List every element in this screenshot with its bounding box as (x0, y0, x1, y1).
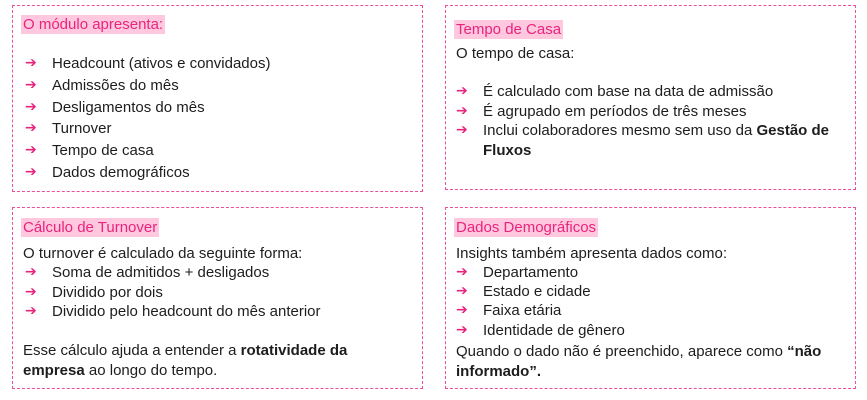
tempo-de-casa-card (445, 5, 856, 190)
card-title: Dados Demográficos (456, 219, 597, 236)
list-item: ➔ Dividido pelo headcount do mês anterior (25, 303, 321, 321)
card-intro: Insights também apresenta dados como: (456, 245, 727, 262)
arrow-right-icon: ➔ (456, 83, 468, 99)
arrow-right-icon: ➔ (25, 55, 37, 71)
list-item: ➔ Headcount (ativos e convidados) (25, 53, 270, 75)
list-item: ➔ Tempo de casa (25, 140, 270, 162)
arrow-right-icon: ➔ (456, 321, 468, 338)
card-closing-text: Quando o dado não é preenchido, aparece como “não informado”. (456, 343, 822, 380)
list-item: ➔ Soma de admitidos + desligados (25, 264, 270, 281)
arrow-right-icon: ➔ (25, 76, 37, 93)
arrow-right-icon: ➔ (25, 142, 37, 159)
list-item: ➔ Desligamentos do mês (25, 97, 270, 119)
list-item: ➔ Dividido por dois (25, 283, 163, 301)
card-title: Tempo de Casa (456, 21, 562, 38)
arrow-right-icon: ➔ (25, 264, 37, 280)
arrow-right-icon: ➔ (456, 283, 468, 300)
list-item: ➔ Identidade de gênero (456, 321, 625, 339)
list-item: ➔ Turnover (25, 118, 270, 140)
arrow-right-icon: ➔ (456, 264, 468, 280)
calculo-turnover-card (12, 207, 423, 389)
dados-demograficos-card (445, 207, 856, 389)
arrow-right-icon: ➔ (456, 102, 468, 119)
arrow-right-icon: ➔ (25, 303, 37, 320)
list-item: ➔ É agrupado em períodos de três meses (456, 102, 747, 120)
data-list (456, 263, 625, 340)
list-item: ➔ Dados demográficos (25, 162, 270, 184)
arrow-right-icon: ➔ (25, 283, 37, 300)
list-item: ➔ Departamento (456, 264, 579, 281)
card-intro: O tempo de casa: (456, 45, 575, 62)
arrow-right-icon: ➔ (456, 302, 468, 319)
card-closing-text: Esse cálculo ajuda a entender a rotatividade da empresa ao longo do tempo. (23, 342, 348, 379)
card-title: O módulo apresenta: (23, 16, 164, 33)
arrow-right-icon: ➔ (456, 122, 468, 138)
card-intro: O turnover é calculado da seguinte forma: (23, 245, 303, 262)
feature-list (25, 53, 270, 184)
list-item: ➔ Estado e cidade (456, 283, 591, 301)
list-item: ➔ Admissões do mês (25, 75, 270, 97)
arrow-right-icon: ➔ (25, 98, 37, 115)
arrow-right-icon: ➔ (25, 163, 37, 180)
modulo-card (12, 5, 423, 192)
info-list (456, 82, 836, 160)
steps-list (25, 263, 321, 322)
arrow-right-icon: ➔ (25, 120, 37, 137)
list-item: ➔ Inclui colaboradores mesmo sem uso da Gestão de Fluxos (456, 122, 829, 159)
card-title: Cálculo de Turnover (23, 219, 158, 236)
list-item: ➔ Faixa etária (456, 302, 562, 320)
list-item: ➔ É calculado com base na data de admissão (456, 83, 774, 100)
